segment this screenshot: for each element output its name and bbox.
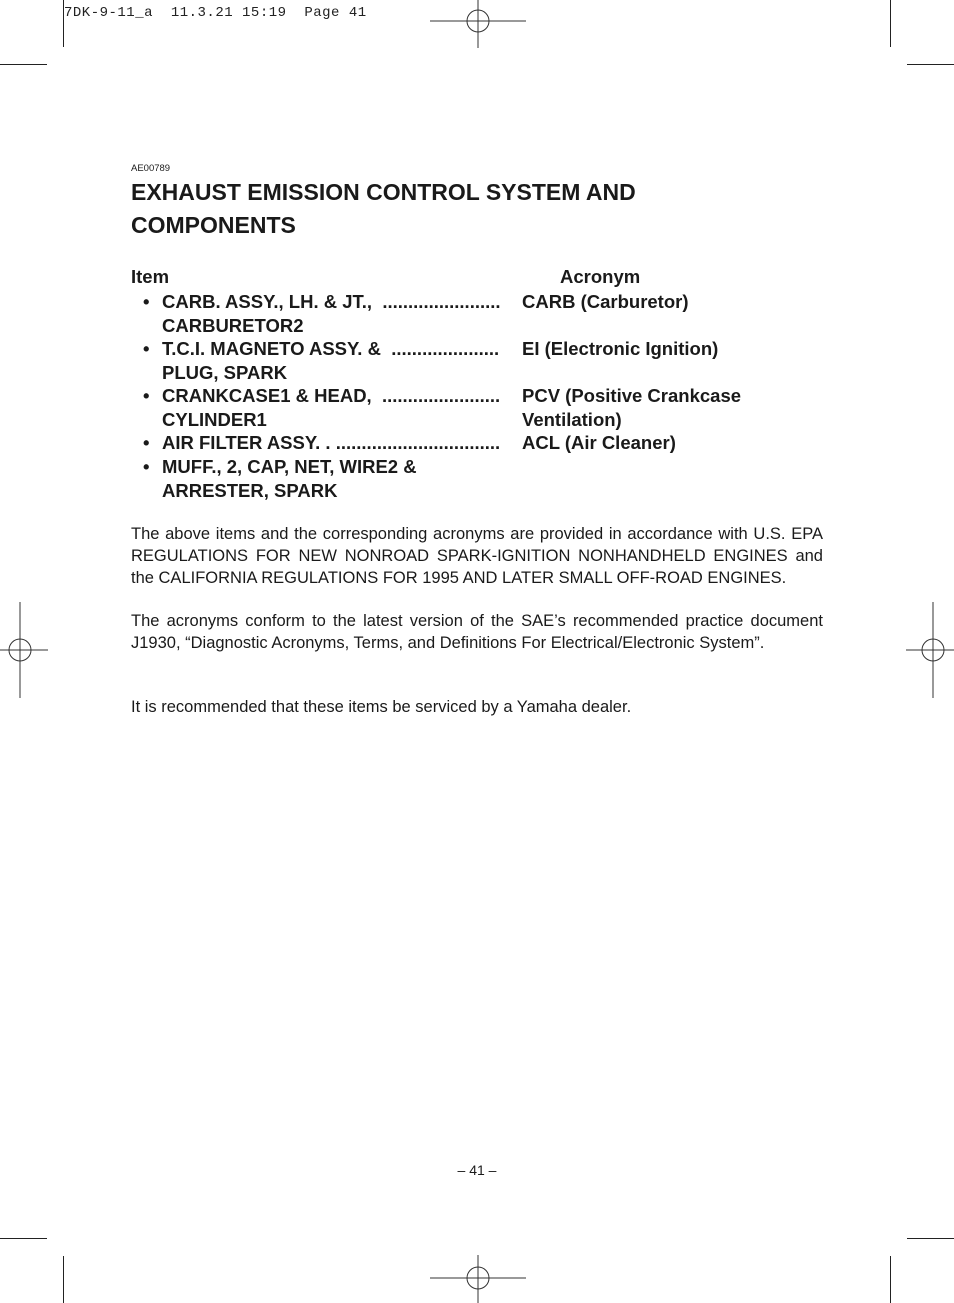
bullet: •: [143, 432, 150, 453]
crop-mark: [63, 1256, 64, 1303]
crop-mark: [0, 64, 47, 65]
component-item: MUFF., 2, CAP, NET, WIRE2 & ARRESTER, SPARK: [162, 456, 417, 501]
print-slug: 7DK-9-11_a 11.3.21 15:19 Page 41: [64, 5, 367, 21]
crop-mark: [907, 64, 954, 65]
page-title: EXHAUST EMISSION CONTROL SYSTEM AND COMPONENTS: [131, 179, 636, 238]
bullet: •: [143, 291, 150, 312]
bullet: •: [143, 456, 150, 477]
registration-mark-bottom: [430, 1255, 526, 1303]
sae-paragraph: The acronyms conform to the latest version of the SAE’s recommended practice document J1930, “Diagnostic Acronyms, Terms, and Definitions For Electrical/Electronic System”.: [131, 612, 823, 652]
crop-mark: [907, 1238, 954, 1239]
component-acronym: CARB (Carburetor): [522, 291, 689, 312]
crop-mark: [890, 1256, 891, 1303]
page-number: – 41 –: [457, 1162, 497, 1178]
component-acronym: ACL (Air Cleaner): [522, 432, 676, 453]
component-acronym: PCV (Positive Crankcase Ventilation): [522, 385, 742, 430]
registration-mark-left: [0, 602, 48, 698]
column-header-acronym: Acronym: [560, 266, 641, 287]
bullet: •: [143, 385, 150, 406]
component-item: AIR FILTER ASSY. . ................................: [162, 432, 501, 453]
component-item: T.C.I. MAGNETO ASSY. & ..................... PLUG, SPARK: [162, 338, 500, 383]
component-item: CARB. ASSY., LH. & JT., ....................... CARBURETOR2: [162, 291, 501, 336]
registration-mark-right: [906, 602, 954, 698]
component-item: CRANKCASE1 & HEAD, ....................... CYLINDER1: [162, 385, 501, 430]
document-code: AE00789: [131, 163, 171, 174]
service-paragraph: It is recommended that these items be serviced by a Yamaha dealer.: [131, 698, 632, 716]
regulation-paragraph: The above items and the corresponding acronyms are provided in accordance with U.S. EPA REGULATIONS FOR NEW NONROAD SPARK-IGNITION NONHANDHELD ENGINES and the CALIFORNIA REGULATIONS FOR 1995 AND LATER SMALL OFF-ROAD ENGINES.: [131, 525, 823, 587]
registration-mark-top: [430, 0, 526, 48]
crop-mark: [890, 0, 891, 47]
component-acronym: EI (Electronic Ignition): [522, 338, 719, 359]
crop-mark: [63, 0, 64, 47]
column-header-item: Item: [131, 266, 170, 287]
crop-mark: [0, 1238, 47, 1239]
bullet: •: [143, 338, 150, 359]
